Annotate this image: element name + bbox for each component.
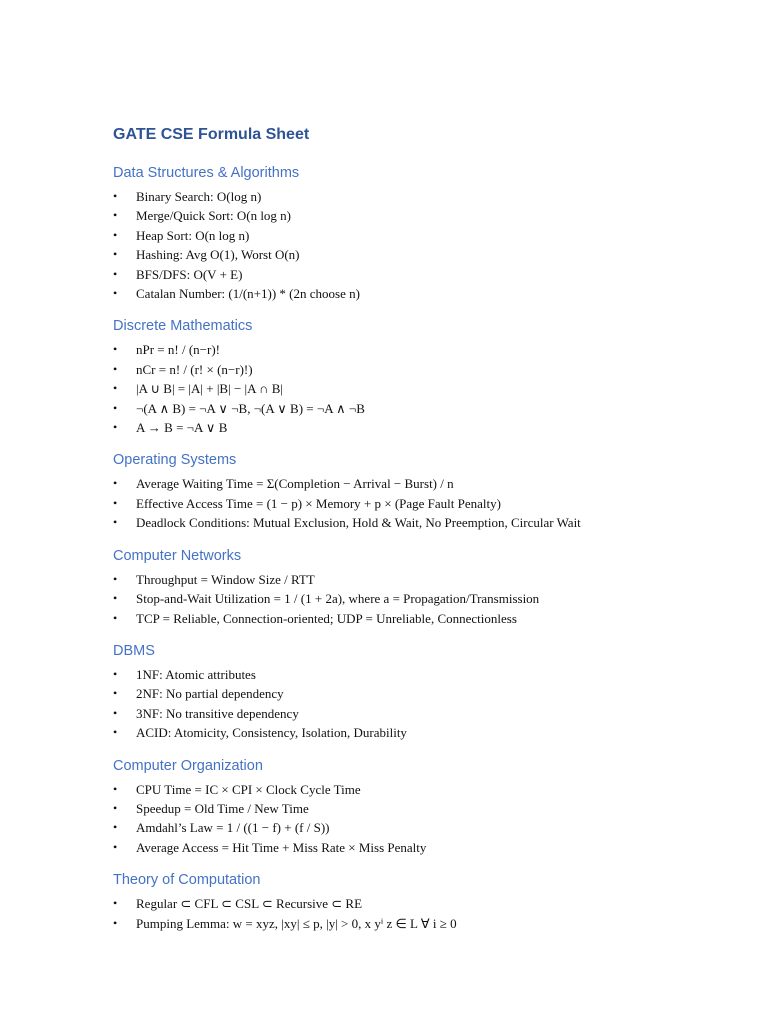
bullet-icon: • — [113, 420, 118, 435]
list-item-text: Regular ⊂ CFL ⊂ CSL ⊂ Recursive ⊂ RE — [136, 896, 363, 912]
list-item-text: Merge/Quick Sort: O(n log n) — [136, 208, 292, 224]
list-item — [113, 799, 733, 818]
list-item-text: ¬(A ∧ B) = ¬A ∨ ¬B, ¬(A ∨ B) = ¬A ∧ ¬B — [136, 400, 365, 416]
section — [113, 756, 733, 858]
bullet-list — [113, 894, 733, 933]
list-item-text: Binary Search: O(log n) — [136, 189, 262, 204]
list-item — [113, 838, 733, 857]
list-item — [113, 665, 733, 684]
list-item — [113, 914, 733, 933]
list-item-text: nPr = n! / (n−r)! — [136, 342, 220, 358]
list-item-text: Average Waiting Time = Σ(Completion − Arrival − Burst) / n — [136, 476, 454, 492]
bullet-list — [113, 665, 733, 743]
bullet-icon: • — [113, 800, 118, 815]
bullet-list — [113, 187, 733, 303]
list-item — [113, 494, 733, 513]
bullet-icon: • — [113, 610, 118, 625]
list-item — [113, 780, 733, 799]
list-item-text: Average Access = Hit Time + Miss Rate × Miss Penalty — [136, 839, 427, 855]
list-item — [113, 723, 733, 742]
list-item-text: Stop-and-Wait Utilization = 1 / (1 + 2a), where a = Propagation/Transmission — [136, 591, 540, 607]
list-item-text: Throughput = Window Size / RTT — [136, 571, 315, 587]
list-item-text: Heap Sort: O(n log n) — [136, 227, 250, 243]
bullet-icon: • — [113, 495, 118, 510]
bullet-icon: • — [113, 247, 118, 262]
list-item — [113, 226, 733, 245]
bullet-icon: • — [113, 705, 118, 720]
bullet-icon: • — [113, 515, 118, 530]
section — [113, 546, 733, 628]
section — [113, 163, 733, 303]
bullet-icon: • — [113, 381, 118, 396]
list-item-text: Deadlock Conditions: Mutual Exclusion, Hold & Wait, No Preemption, Circular Wait — [136, 515, 581, 531]
section — [113, 316, 733, 437]
document-title: GATE CSE Formula Sheet — [113, 126, 310, 143]
bullet-icon: • — [113, 342, 118, 357]
section-heading: Operating Systems — [113, 452, 237, 469]
list-item — [113, 187, 733, 206]
bullet-icon: • — [113, 189, 118, 203]
bullet-icon: • — [113, 839, 118, 854]
bullet-icon: • — [113, 781, 118, 796]
list-item-text: |A ∪ B| = |A| + |B| − |A ∩ B| — [136, 381, 283, 397]
list-item — [113, 513, 733, 532]
list-item — [113, 379, 733, 398]
list-item-text: 2NF: No partial dependency — [136, 686, 284, 702]
section-heading: Data Structures & Algorithms — [113, 165, 300, 181]
bullet-icon: • — [113, 266, 118, 281]
list-item-text: Pumping Lemma: w = xyz, |xy| ≤ p, |y| > 0, x yⁱ z ∈ L ∀ i ≥ 0 — [136, 915, 457, 931]
list-item — [113, 684, 733, 703]
list-item — [113, 704, 733, 723]
list-item — [113, 245, 733, 264]
bullet-icon: • — [113, 820, 118, 835]
section-heading: Computer Organization — [113, 757, 263, 774]
bullet-icon: • — [113, 361, 118, 376]
list-item-text: TCP = Reliable, Connection-oriented; UDP = Unreliable, Connectionless — [136, 610, 517, 626]
bullet-list — [113, 780, 733, 858]
list-item-text: Catalan Number: (1/(n+1)) * (2n choose n) — [136, 286, 360, 302]
bullet-icon: • — [113, 286, 118, 301]
list-item — [113, 818, 733, 837]
bullet-list — [113, 474, 733, 532]
sections-container — [113, 163, 733, 933]
list-item — [113, 206, 733, 225]
list-item-text: Amdahl’s Law = 1 / ((1 − f) + (f / S)) — [136, 820, 330, 836]
list-item — [113, 418, 733, 437]
list-item — [113, 474, 733, 493]
list-item-text: CPU Time = IC × CPI × Clock Cycle Time — [136, 781, 361, 797]
section — [113, 641, 733, 743]
list-item-text: Hashing: Avg O(1), Worst O(n) — [136, 247, 300, 263]
list-item-text: 1NF: Atomic attributes — [136, 666, 256, 682]
bullet-icon: • — [113, 571, 118, 586]
bullet-icon: • — [113, 915, 118, 930]
list-item — [113, 284, 733, 303]
list-item — [113, 265, 733, 284]
bullet-icon: • — [113, 896, 118, 911]
section-heading: Computer Networks — [113, 547, 242, 564]
bullet-icon: • — [113, 227, 118, 242]
list-item-text: BFS/DFS: O(V + E) — [136, 266, 243, 282]
list-item — [113, 360, 733, 379]
list-item-text: nCr = n! / (r! × (n−r)!) — [136, 361, 253, 377]
list-item — [113, 894, 733, 913]
bullet-icon: • — [113, 666, 118, 681]
bullet-list — [113, 570, 733, 628]
bullet-icon: • — [113, 686, 118, 701]
list-item-text: Effective Access Time = (1 − p) × Memory + p × (Page Fault Penalty) — [136, 495, 501, 511]
section-heading: Theory of Computation — [113, 872, 261, 889]
list-item — [113, 609, 733, 628]
bullet-icon: • — [113, 476, 118, 491]
list-item — [113, 589, 733, 608]
list-item — [113, 399, 733, 418]
document-page — [113, 124, 733, 946]
list-item-text: ACID: Atomicity, Consistency, Isolation, Durability — [136, 725, 407, 741]
list-item — [113, 570, 733, 589]
bullet-icon: • — [113, 400, 118, 415]
bullet-list — [113, 340, 733, 437]
section-heading: DBMS — [113, 642, 155, 659]
section — [113, 870, 733, 933]
list-item-text: 3NF: No transitive dependency — [136, 705, 299, 721]
bullet-icon: • — [113, 208, 118, 223]
list-item-text: Speedup = Old Time / New Time — [136, 800, 309, 816]
section-heading: Discrete Mathematics — [113, 318, 253, 335]
list-item — [113, 340, 733, 359]
list-item-text: A → B = ¬A ∨ B — [136, 420, 228, 436]
bullet-icon: • — [113, 725, 118, 740]
section — [113, 450, 733, 532]
bullet-icon: • — [113, 591, 118, 606]
